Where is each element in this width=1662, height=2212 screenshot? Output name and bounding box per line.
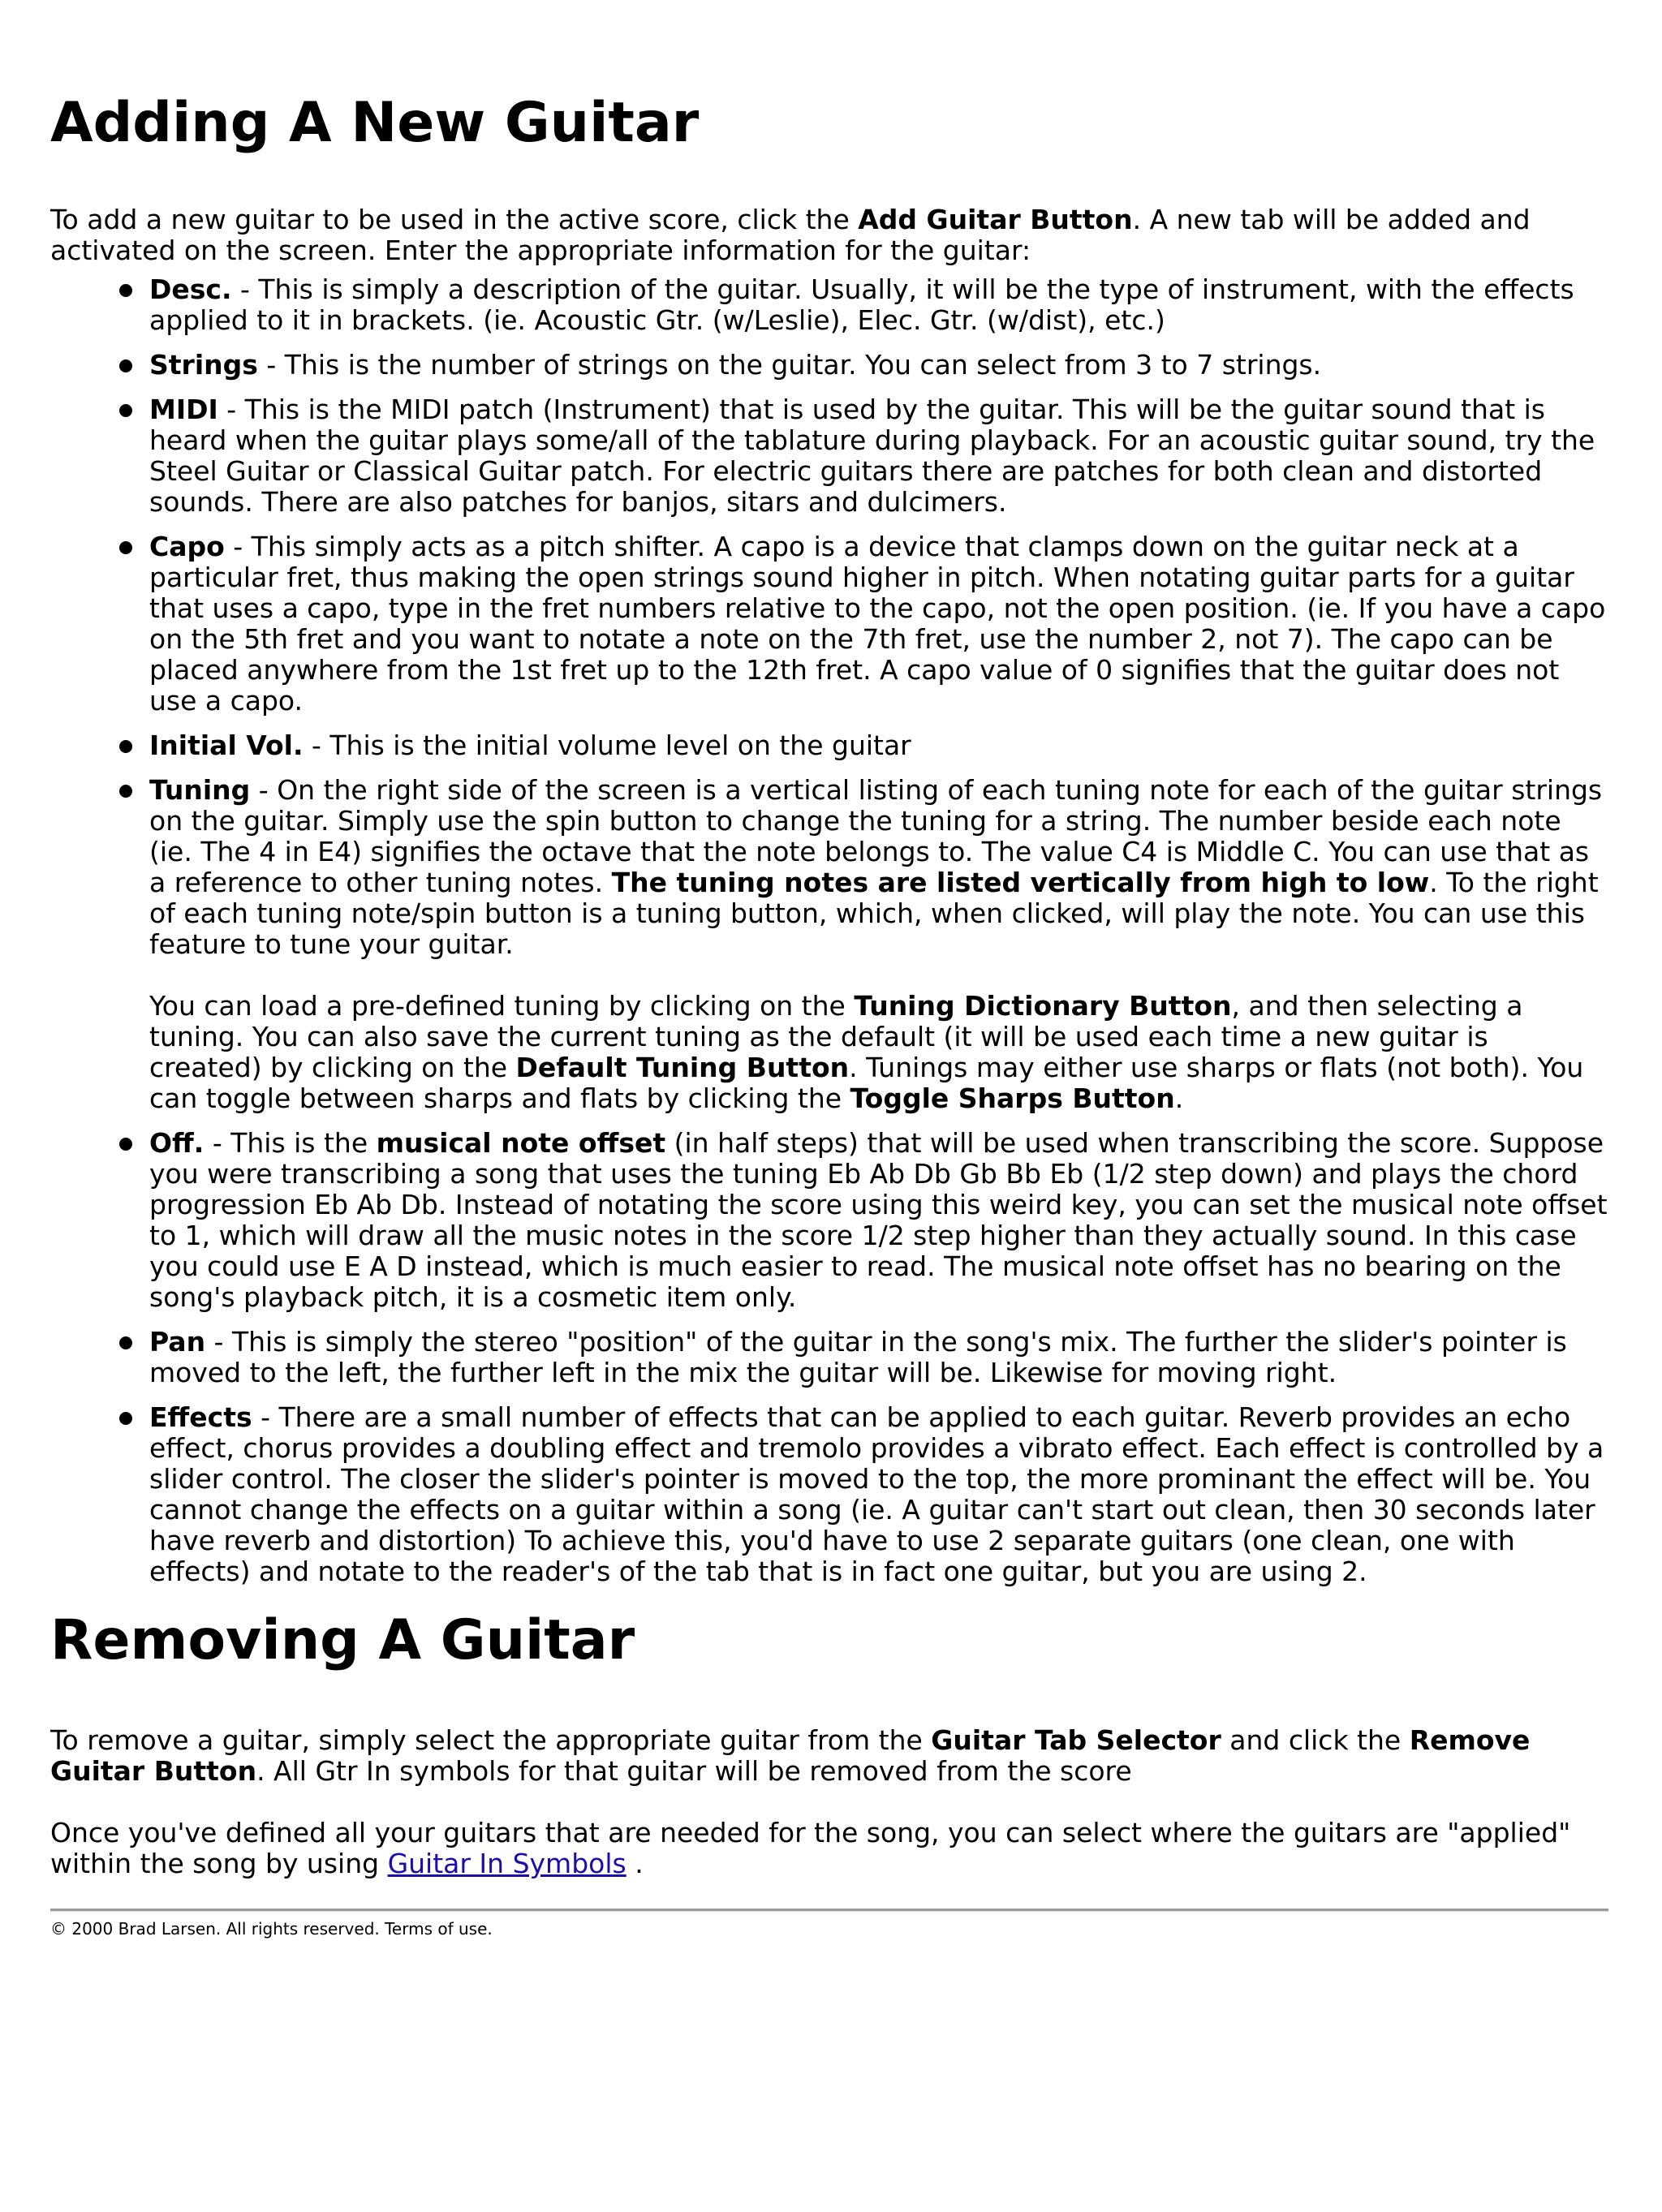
item-label: Off. (149, 1127, 205, 1159)
item-text: - This simply acts as a pitch shifter. A capo is a device that clamps down on the guitar neck at a particular fret, thus making the open strings sound higher in pitch. When notating guitar parts for a guitar that uses a capo, type in the fret numbers relative to the capo, not the open position. (ie. If you have a capo on the 5th fret and you want to notate a note on the 7th fret, use the number 2, not 7). The capo can be placed anywhere from the 1st fret up to the 12th fret. A capo value of 0 signifies that the guitar does not use a capo. (149, 531, 1606, 717)
item-emphasis: musical note offset (376, 1127, 666, 1159)
list-item-initial-vol (149, 730, 1608, 761)
bullet-icon (119, 541, 132, 554)
footer-divider (50, 1909, 1608, 1912)
item-label: Tuning (149, 774, 251, 806)
item-label: Initial Vol. (149, 729, 304, 761)
copyright-footer: © 2000 Brad Larsen. All rights reserved. Terms of use. (50, 1919, 493, 1939)
bullet-icon (119, 284, 132, 297)
text: To remove a guitar, simply select the appropriate guitar from the (50, 1724, 932, 1756)
list-item-effects (149, 1402, 1608, 1587)
bullet-icon (119, 785, 132, 798)
bullet-icon (119, 1336, 132, 1349)
add-guitar-button-ref: Add Guitar Button (858, 204, 1133, 235)
remove-guitar-button-ref: Remove Guitar Button (50, 1724, 1531, 1787)
text: You can load a pre-defined tuning by clicking on the (149, 990, 855, 1022)
guitar-field-list (50, 274, 1608, 1587)
item-text: (in half steps) that will be used when transcribing the score. Suppose you were transcribing a song that uses the tuning Eb Ab Db Gb Bb Eb (1/2 step down) and plays the chord progression Eb Ab Db. Instead of notating the score using this weird key, you can set the musical note offset to 1, which will draw all the music notes in the score 1/2 step higher than they actually sound. In this case you could use E A D instead, which is much easier to read. The musical note offset has no bearing on the song's playback pitch, it is a cosmetic item only. (149, 1127, 1608, 1313)
item-text: - This is the (204, 1127, 377, 1159)
text: . (626, 1848, 644, 1879)
help-page (50, 0, 1608, 1939)
item-label: Effects (149, 1401, 252, 1433)
item-label: Desc. (149, 273, 232, 305)
intro-paragraph (50, 204, 1608, 266)
text: . (1174, 1082, 1184, 1114)
guitar-in-symbols-link[interactable]: Guitar In Symbols (387, 1848, 626, 1879)
item-text: . To the right of each tuning note/spin button is a tuning button, which, when clicked, will play the note. You can use this feature to tune your guitar. (149, 867, 1599, 960)
item-text: - This is simply a description of the guitar. Usually, it will be the type of instrument, with the effects applied to it in brackets. (ie. Acoustic Gtr. (w/Leslie), Elec. Gtr. (w/dist), etc.) (149, 273, 1574, 336)
bullet-icon (119, 740, 132, 753)
text: . Tunings may either use sharps or flats (not both). You can toggle between sharps and flats by clicking the (149, 1052, 1584, 1114)
list-item-strings (149, 350, 1608, 381)
item-label: Pan (149, 1326, 206, 1358)
item-text: - This is the MIDI patch (Instrument) that is used by the guitar. This will be the guitar sound that is heard when the guitar plays some/all of the tablature during playback. For an acoustic guitar sound, try the Steel Guitar or Classical Guitar patch. For electric guitars there are patches for both clean and distorted sounds. There are also patches for banjos, sitars and dulcimers. (149, 394, 1595, 518)
list-item-off (149, 1128, 1608, 1313)
intro-text-end: . A new tab will be added and activated on the screen. Enter the appropriate information for the guitar: (50, 204, 1531, 266)
text: and click the (1221, 1724, 1410, 1756)
item-text: - On the right side of the screen is a vertical listing of each tuning note for each of the guitar strings on the guitar. Simply use the spin button to change the tuning for a string. The number beside each note (ie. The 4 in E4) signifies the octave that the note belongs to. The value C4 is Middle C. You can use that as a reference to other tuning notes. (149, 774, 1603, 898)
list-item-tuning (149, 775, 1608, 1114)
item-label: Capo (149, 531, 225, 562)
default-tuning-button-ref: Default Tuning Button (515, 1052, 850, 1083)
item-text: - This is simply the stereo "position" of the guitar in the song's mix. The further the slider's pointer is moved to the left, the further left in the mix the guitar will be. Likewise for moving right. (149, 1326, 1567, 1388)
bullet-icon (119, 1138, 132, 1151)
intro-text: To add a new guitar to be used in the active score, click the (50, 204, 859, 235)
item-label: MIDI (149, 394, 218, 425)
list-item-pan (149, 1327, 1608, 1388)
text: , and then selecting a tuning. You can also save the current tuning as the default (it will be used each time a new guitar is created) by clicking on the (149, 990, 1523, 1083)
list-item-desc (149, 274, 1608, 336)
bullet-icon (119, 1412, 132, 1425)
tuning-dictionary-button-ref: Tuning Dictionary Button (854, 990, 1232, 1022)
item-text: - This is the initial volume level on the guitar (303, 729, 911, 761)
bullet-icon (119, 404, 132, 417)
item-label: Strings (149, 349, 258, 381)
item-emphasis: The tuning notes are listed vertically from high to low (611, 867, 1430, 898)
section-title-removing: Removing A Guitar (50, 1608, 635, 1672)
bullet-icon (119, 359, 132, 372)
toggle-sharps-button-ref: Toggle Sharps Button (850, 1082, 1175, 1114)
text: . All Gtr In symbols for that guitar will be removed from the score (256, 1755, 1132, 1787)
list-item-capo (149, 531, 1608, 717)
page-title: Adding A New Guitar (50, 91, 700, 155)
item-text: - There are a small number of effects that can be applied to each guitar. Reverb provides an echo effect, chorus provides a doubling effect and tremolo provides a vibrato effect. Each effect is controlled by a slider control. The closer the slider's pointer is moved to the top, the more prominant the effect will be. You cannot change the effects on a guitar within a song (ie. A guitar can't start out clean, then 30 seconds later have reverb and distortion) To achieve this, you'd have to use 2 separate guitars (one clean, one with effects) and notate to the reader's of the tab that is in fact one guitar, but you are using 2. (149, 1401, 1604, 1587)
text: Once you've defined all your guitars that are needed for the song, you can select where the guitars are "applied" within the song by using (50, 1817, 1571, 1879)
apply-paragraph (50, 1818, 1608, 1879)
list-item-midi (149, 394, 1608, 518)
item-text: - This is the number of strings on the guitar. You can select from 3 to 7 strings. (257, 349, 1322, 381)
tuning-sub-paragraph (149, 991, 1608, 1114)
remove-paragraph (50, 1725, 1608, 1787)
guitar-tab-selector-ref: Guitar Tab Selector (931, 1724, 1221, 1756)
